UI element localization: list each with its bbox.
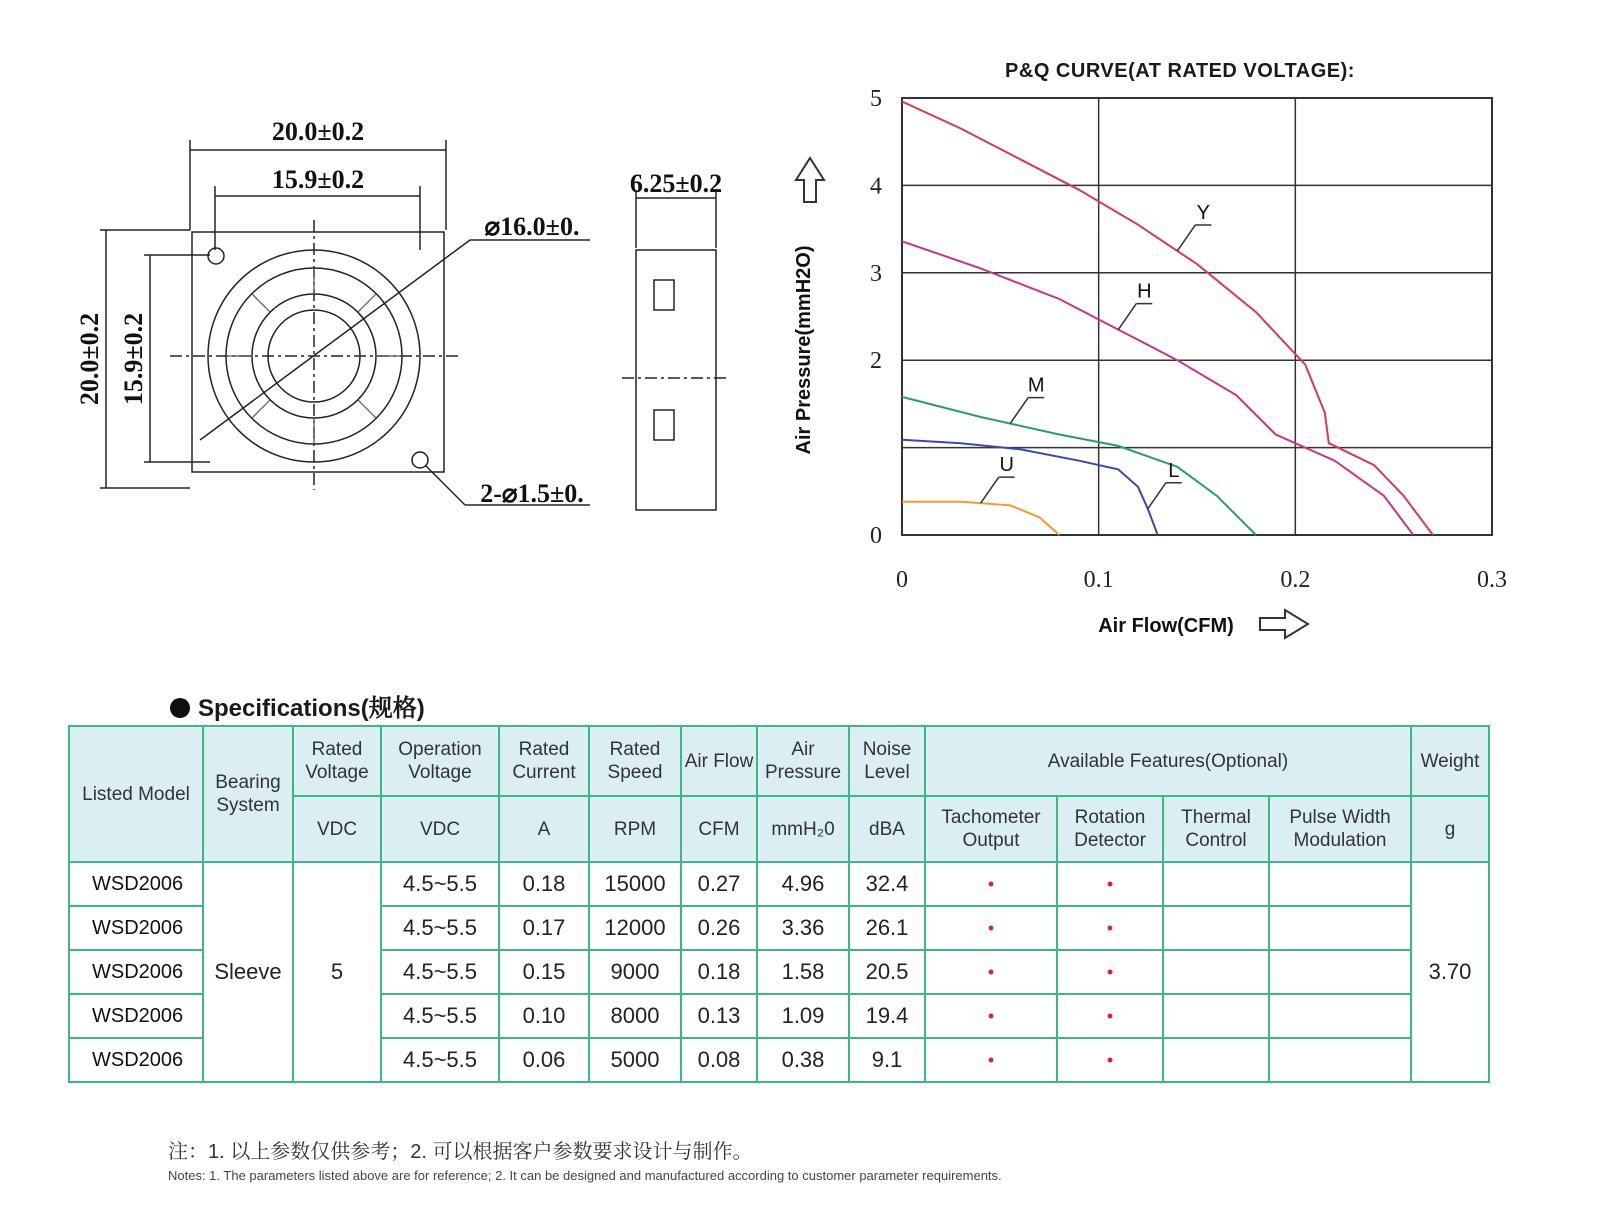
cell-rotation: • (1057, 1038, 1163, 1082)
feature-tachometer: Tachometer Output (925, 796, 1057, 862)
unit-operation-voltage: VDC (381, 796, 499, 862)
header-features: Available Features(Optional) (925, 726, 1411, 796)
bullet-dot-icon (170, 698, 190, 718)
header-operation-voltage: Operation Voltage (381, 726, 499, 796)
header-rated-current: Rated Current (499, 726, 589, 796)
cell-thermal (1163, 950, 1269, 994)
cell-pwm (1269, 994, 1411, 1038)
dim-width-outer: 20.0±0.2 (271, 117, 365, 146)
cell-thermal (1163, 862, 1269, 906)
cell-tachometer: • (925, 950, 1057, 994)
cell-bearing: Sleeve (203, 862, 293, 1082)
note-english: Notes: 1. The parameters listed above are for reference; 2. It can be designed and manufactured according to customer parameter requirements. (168, 1168, 1002, 1183)
dim-height-outer: 20.0±0.2 (75, 312, 104, 406)
header-rated-speed: Rated Speed (589, 726, 681, 796)
cell-noise: 9.1 (849, 1038, 925, 1082)
cell-noise: 20.5 (849, 950, 925, 994)
header-noise: Noise Level (849, 726, 925, 796)
unit-weight: g (1411, 796, 1489, 862)
unit-air-flow: CFM (681, 796, 757, 862)
y-tick-label: 2 (870, 348, 882, 375)
cell-model: WSD2006 (69, 994, 203, 1038)
dim-height-inner: 15.9±0.2 (119, 312, 148, 406)
cell-noise: 19.4 (849, 994, 925, 1038)
unit-rated-speed: RPM (589, 796, 681, 862)
cell-pwm (1269, 862, 1411, 906)
curve-label-y: Y (1196, 201, 1211, 224)
fan-side-view (636, 250, 716, 510)
dim-depth: 6.25±0.2 (629, 169, 723, 198)
cell-rotation: • (1057, 906, 1163, 950)
cell-model: WSD2006 (69, 906, 203, 950)
cell-thermal (1163, 906, 1269, 950)
curve-leader (1118, 304, 1136, 330)
curve-leader (1148, 483, 1166, 509)
curve-label-l: L (1168, 459, 1180, 482)
header-air-flow: Air Flow (681, 726, 757, 796)
cell-flow: 0.27 (681, 862, 757, 906)
cell-tachometer: • (925, 1038, 1057, 1082)
cell-op-voltage: 4.5~5.5 (381, 1038, 499, 1082)
x-tick-label: 0.2 (1280, 567, 1311, 593)
cell-current: 0.17 (499, 906, 589, 950)
feature-rotation: Rotation Detector (1057, 796, 1163, 862)
unit-noise: dBA (849, 796, 925, 862)
cell-model: WSD2006 (69, 862, 203, 906)
cell-op-voltage: 4.5~5.5 (381, 906, 499, 950)
cell-speed: 15000 (589, 862, 681, 906)
x-tick-label: 0.1 (1083, 567, 1114, 593)
x-tick-label: 0.3 (1477, 567, 1507, 593)
cell-op-voltage: 4.5~5.5 (381, 994, 499, 1038)
dim-diameter: ⌀16.0±0. (484, 212, 580, 241)
cell-rated-voltage: 5 (293, 862, 381, 1082)
y-tick-label: 3 (870, 260, 882, 287)
cell-speed: 12000 (589, 906, 681, 950)
cell-weight: 3.70 (1411, 862, 1489, 1082)
y-tick-label: 5 (870, 86, 882, 112)
dim-holes: 2-⌀1.5±0. (480, 479, 584, 508)
cell-op-voltage: 4.5~5.5 (381, 950, 499, 994)
specifications-title (170, 688, 425, 723)
cell-current: 0.10 (499, 994, 589, 1038)
x-axis-label: Air Flow(CFM) (1098, 615, 1234, 637)
header-weight: Weight (1411, 726, 1489, 796)
right-arrow-icon (1260, 610, 1308, 638)
curve-label-h: H (1137, 280, 1152, 303)
cell-flow: 0.26 (681, 906, 757, 950)
cell-model: WSD2006 (69, 1038, 203, 1082)
cell-thermal (1163, 1038, 1269, 1082)
cell-rotation: • (1057, 862, 1163, 906)
curve-leader (1177, 225, 1195, 251)
cell-flow: 0.18 (681, 950, 757, 994)
cell-flow: 0.13 (681, 994, 757, 1038)
up-arrow-icon (796, 158, 824, 202)
cell-noise: 32.4 (849, 862, 925, 906)
cell-noise: 26.1 (849, 906, 925, 950)
cell-speed: 5000 (589, 1038, 681, 1082)
cell-pwm (1269, 906, 1411, 950)
cell-model: WSD2006 (69, 950, 203, 994)
cell-flow: 0.08 (681, 1038, 757, 1082)
cell-rotation: • (1057, 950, 1163, 994)
unit-rated-current: A (499, 796, 589, 862)
cell-pressure: 3.36 (757, 906, 849, 950)
unit-air-pressure: mmH₂0 (757, 796, 849, 862)
curve-leader (981, 477, 999, 503)
header-model: Listed Model (69, 726, 203, 862)
curve-label-m: M (1027, 374, 1045, 397)
y-tick-label: 4 (870, 173, 882, 200)
specifications-title-text: Specifications(规格) (198, 695, 425, 722)
mounting-hole-icon (412, 452, 428, 468)
header-bearing: Bearing System (203, 726, 293, 862)
cell-pressure: 1.09 (757, 994, 849, 1038)
curve-leader (1010, 398, 1028, 424)
y-tick-label: 0 (870, 523, 882, 549)
feature-pwm: Pulse Width Modulation (1269, 796, 1411, 862)
cell-thermal (1163, 994, 1269, 1038)
chart-plot (780, 30, 1580, 670)
dim-width-inner: 15.9±0.2 (271, 165, 365, 194)
cell-current: 0.15 (499, 950, 589, 994)
x-tick-label: 0 (896, 567, 908, 593)
note-chinese: 注：1. 以上参数仅供参考；2. 可以根据客户参数要求设计与制作。 (168, 1141, 753, 1163)
curve-h (902, 241, 1413, 535)
cell-speed: 9000 (589, 950, 681, 994)
y-axis-label: Air Pressure(mmH2O) (793, 245, 815, 455)
curve-label-u: U (999, 454, 1014, 477)
cell-tachometer: • (925, 862, 1057, 906)
cell-pressure: 4.96 (757, 862, 849, 906)
cell-pressure: 0.38 (757, 1038, 849, 1082)
cell-rotation: • (1057, 994, 1163, 1038)
cell-tachometer: • (925, 906, 1057, 950)
curve-m (902, 397, 1256, 535)
cell-pwm (1269, 950, 1411, 994)
curve-l (902, 440, 1158, 535)
cell-pwm (1269, 1038, 1411, 1082)
cell-current: 0.18 (499, 862, 589, 906)
cell-pressure: 1.58 (757, 950, 849, 994)
feature-thermal: Thermal Control (1163, 796, 1269, 862)
cell-tachometer: • (925, 994, 1057, 1038)
notes (168, 1135, 1002, 1183)
cell-current: 0.06 (499, 1038, 589, 1082)
header-rated-voltage: Rated Voltage (293, 726, 381, 796)
specifications-table (68, 725, 1490, 1083)
pq-chart (780, 30, 1580, 670)
curve-u (902, 502, 1059, 535)
plot-frame (902, 98, 1492, 535)
chart-title: P&Q CURVE(AT RATED VOLTAGE): (1005, 60, 1355, 82)
unit-rated-voltage: VDC (293, 796, 381, 862)
cell-op-voltage: 4.5~5.5 (381, 862, 499, 906)
mounting-hole-icon (208, 248, 224, 264)
fan-dimension-drawing (70, 110, 790, 550)
header-air-pressure: Air Pressure (757, 726, 849, 796)
cell-speed: 8000 (589, 994, 681, 1038)
table-row (69, 862, 1489, 906)
